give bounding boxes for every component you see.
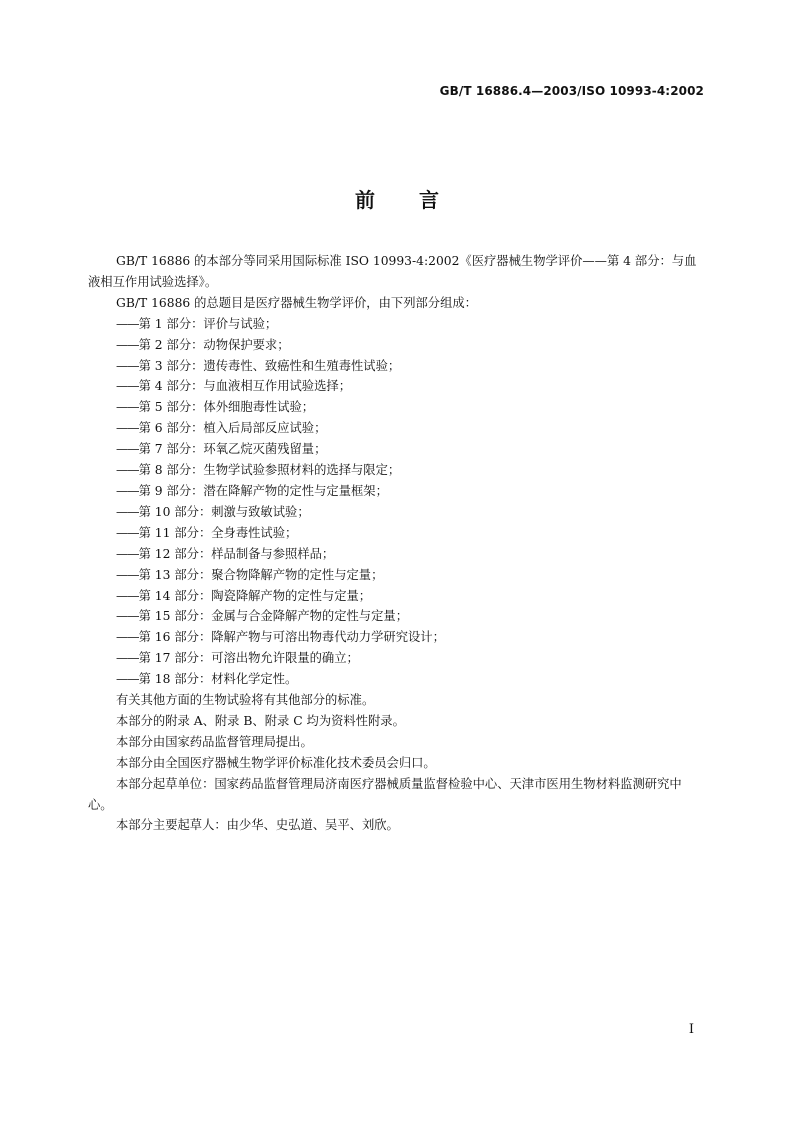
intro-paragraph-2: GB/T 16886 的总题目是医疗器械生物学评价，由下列部分组成： <box>116 295 477 310</box>
list-dash: —— <box>116 630 139 645</box>
list-dash: —— <box>116 483 139 498</box>
list-item-text: 第 10 部分：刺激与致敏试验； <box>138 504 310 519</box>
list-item-text: 第 8 部分：生物学试验参照材料的选择与限定； <box>138 463 401 478</box>
list-item-text: 第 15 部分：金属与合金降解产物的定性与定量； <box>138 609 408 624</box>
list-item-text: 第 2 部分：动物保护要求； <box>138 337 290 352</box>
list-item <box>88 502 706 523</box>
list-item-text: 第 4 部分：与血液相互作用试验选择； <box>138 379 351 394</box>
page-title: 前言 <box>355 188 483 212</box>
list-dash: —— <box>116 651 139 666</box>
list-dash: —— <box>116 400 139 415</box>
list-dash: —— <box>116 442 139 457</box>
list-item-text: 第 12 部分：样品制备与参照样品； <box>138 546 335 561</box>
list-dash: —— <box>116 546 139 561</box>
closing-paragraph-5: 本部分起草单位：国家药品监督管理局济南医疗器械质量监督检验中心、天津市医用生物材料监测研究中心。 <box>88 776 682 812</box>
parts-list <box>88 314 706 690</box>
list-item <box>88 586 706 607</box>
list-dash: —— <box>116 504 139 519</box>
closing-paragraph-1: 有关其他方面的生物试验将有其他部分的标准。 <box>116 693 375 708</box>
list-item-text: 第 3 部分：遗传毒性、致癌性和生殖毒性试验； <box>138 358 401 373</box>
list-dash: —— <box>116 525 139 540</box>
foreword-body <box>88 251 706 836</box>
list-item <box>88 648 706 669</box>
list-dash: —— <box>116 463 139 478</box>
list-dash: —— <box>116 672 139 687</box>
list-item <box>88 523 706 544</box>
list-dash: —— <box>116 609 139 624</box>
list-item <box>88 669 706 690</box>
list-item <box>88 481 706 502</box>
list-dash: —— <box>116 316 139 331</box>
list-item <box>88 335 706 356</box>
closing-paragraph-3: 本部分由国家药品监督管理局提出。 <box>116 734 313 749</box>
list-item-text: 第 18 部分：材料化学定性。 <box>138 672 298 687</box>
intro-paragraph-1: GB/T 16886 的本部分等同采用国际标准 ISO 10993-4:2002《医疗器械生物学评价——第 4 部分：与血液相互作用试验选择》。 <box>88 254 697 289</box>
list-item-text: 第 1 部分：评价与试验； <box>138 316 278 331</box>
list-item <box>88 439 706 460</box>
list-item <box>88 356 706 377</box>
list-dash: —— <box>116 567 139 582</box>
standard-code: GB/T 16886.4—2003/ISO 10993-4:2002 <box>439 84 704 98</box>
closing-paragraph-4: 本部分由全国医疗器械生物学评价标准化技术委员会归口。 <box>116 755 436 770</box>
list-item <box>88 418 706 439</box>
list-item-text: 第 13 部分：聚合物降解产物的定性与定量； <box>138 567 384 582</box>
list-dash: —— <box>116 337 139 352</box>
list-item <box>88 565 706 586</box>
closing-paragraph-2: 本部分的附录 A、附录 B、附录 C 均为资料性附录。 <box>116 713 405 728</box>
list-item-text: 第 7 部分：环氧乙烷灭菌残留量； <box>138 442 327 457</box>
list-item <box>88 544 706 565</box>
closing-paragraph-6: 本部分主要起草人：由少华、史弘道、吴平、刘欣。 <box>116 818 399 833</box>
list-item <box>88 376 706 397</box>
list-item <box>88 627 706 648</box>
page-number: I <box>688 1022 694 1037</box>
list-item <box>88 314 706 335</box>
list-item <box>88 606 706 627</box>
list-item-text: 第 17 部分：可溶出物允许限量的确立； <box>138 651 359 666</box>
list-item-text: 第 5 部分：体外细胞毒性试验； <box>138 400 315 415</box>
list-item <box>88 460 706 481</box>
list-item-text: 第 14 部分：陶瓷降解产物的定性与定量； <box>138 588 372 603</box>
list-item <box>88 397 706 418</box>
list-dash: —— <box>116 358 139 373</box>
list-item-text: 第 16 部分：降解产物与可溶出物毒代动力学研究设计； <box>138 630 445 645</box>
list-dash: —— <box>116 421 139 436</box>
list-item-text: 第 11 部分：全身毒性试验； <box>138 525 298 540</box>
list-item-text: 第 6 部分：植入后局部反应试验； <box>138 421 327 436</box>
list-dash: —— <box>116 588 139 603</box>
list-item-text: 第 9 部分：潜在降解产物的定性与定量框架； <box>138 483 388 498</box>
list-dash: —— <box>116 379 139 394</box>
